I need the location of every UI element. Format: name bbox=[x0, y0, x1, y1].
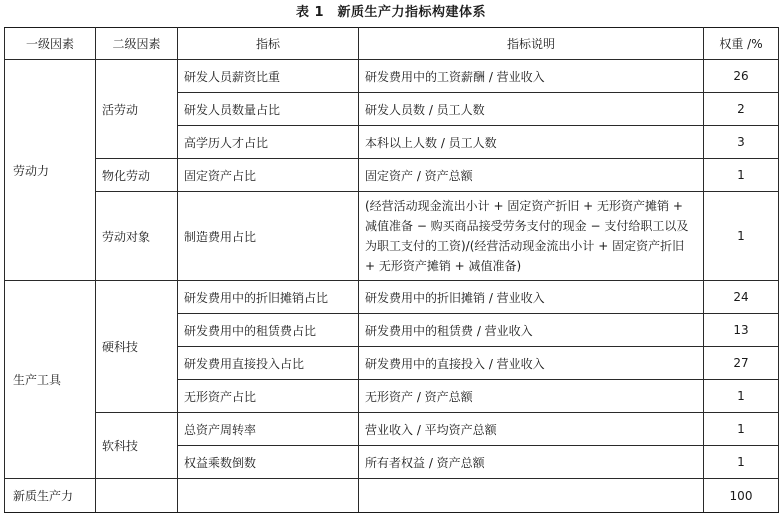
group-labor-object: 劳动对象 bbox=[96, 192, 178, 281]
header-level1: 一级因素 bbox=[5, 28, 96, 60]
weight-cell: 3 bbox=[704, 126, 779, 159]
weight-cell: 1 bbox=[704, 192, 779, 281]
weight-cell: 26 bbox=[704, 60, 779, 93]
group-hard-tech: 硬科技 bbox=[96, 281, 178, 413]
indicator-cell: 高学历人才占比 bbox=[178, 126, 359, 159]
description-cell: 研发人员数 / 员工人数 bbox=[359, 93, 704, 126]
group-materialized-labor: 物化劳动 bbox=[96, 159, 178, 192]
weight-cell: 2 bbox=[704, 93, 779, 126]
empty-cell bbox=[96, 479, 178, 513]
description-cell: 固定资产 / 资产总额 bbox=[359, 159, 704, 192]
description-cell: 营业收入 / 平均资产总额 bbox=[359, 413, 704, 446]
table-row bbox=[5, 60, 779, 93]
table-header-row bbox=[5, 28, 779, 60]
indicator-cell: 无形资产占比 bbox=[178, 380, 359, 413]
table-total-row bbox=[5, 479, 779, 513]
description-cell: 无形资产 / 资产总额 bbox=[359, 380, 704, 413]
table-row bbox=[5, 413, 779, 446]
weight-cell: 24 bbox=[704, 281, 779, 314]
group-living-labor: 活劳动 bbox=[96, 60, 178, 159]
indicator-table bbox=[4, 27, 779, 513]
group-soft-tech: 软科技 bbox=[96, 413, 178, 479]
description-cell: 研发费用中的租赁费 / 营业收入 bbox=[359, 314, 704, 347]
weight-cell: 1 bbox=[704, 446, 779, 479]
group-labor-force: 劳动力 bbox=[5, 60, 96, 281]
header-level2: 二级因素 bbox=[96, 28, 178, 60]
indicator-cell: 权益乘数倒数 bbox=[178, 446, 359, 479]
table-row bbox=[5, 192, 779, 281]
indicator-cell: 研发人员薪资比重 bbox=[178, 60, 359, 93]
description-cell: (经营活动现金流出小计 + 固定资产折旧 + 无形资产摊销 + 减值准备 − 购买商品接受劳务支付的现金 − 支付给职工以及为职工支付的工资)/(经营活动现金流出小计 + 固定资产折旧 + 无形资产摊销 + 减值准备) bbox=[359, 192, 704, 281]
indicator-cell: 研发费用中的折旧摊销占比 bbox=[178, 281, 359, 314]
weight-cell: 1 bbox=[704, 159, 779, 192]
indicator-cell: 固定资产占比 bbox=[178, 159, 359, 192]
description-cell: 研发费用中的工资薪酬 / 营业收入 bbox=[359, 60, 704, 93]
header-indicator: 指标 bbox=[178, 28, 359, 60]
header-weight: 权重 /% bbox=[704, 28, 779, 60]
indicator-cell: 研发费用中的租赁费占比 bbox=[178, 314, 359, 347]
description-cell: 所有者权益 / 资产总额 bbox=[359, 446, 704, 479]
group-total: 新质生产力 bbox=[5, 479, 96, 513]
description-cell: 本科以上人数 / 员工人数 bbox=[359, 126, 704, 159]
weight-cell: 1 bbox=[704, 380, 779, 413]
weight-cell: 13 bbox=[704, 314, 779, 347]
weight-cell: 27 bbox=[704, 347, 779, 380]
total-weight-cell: 100 bbox=[704, 479, 779, 513]
table-row bbox=[5, 281, 779, 314]
indicator-cell bbox=[178, 479, 359, 513]
description-cell bbox=[359, 479, 704, 513]
indicator-cell: 研发费用直接投入占比 bbox=[178, 347, 359, 380]
table-row bbox=[5, 159, 779, 192]
description-cell: 研发费用中的折旧摊销 / 营业收入 bbox=[359, 281, 704, 314]
indicator-cell: 研发人员数量占比 bbox=[178, 93, 359, 126]
header-description: 指标说明 bbox=[359, 28, 704, 60]
indicator-cell: 制造费用占比 bbox=[178, 192, 359, 281]
weight-cell: 1 bbox=[704, 413, 779, 446]
indicator-cell: 总资产周转率 bbox=[178, 413, 359, 446]
table-caption: 表 1 新质生产力指标构建体系 bbox=[295, 5, 487, 20]
description-cell: 研发费用中的直接投入 / 营业收入 bbox=[359, 347, 704, 380]
group-production-tools: 生产工具 bbox=[5, 281, 96, 479]
